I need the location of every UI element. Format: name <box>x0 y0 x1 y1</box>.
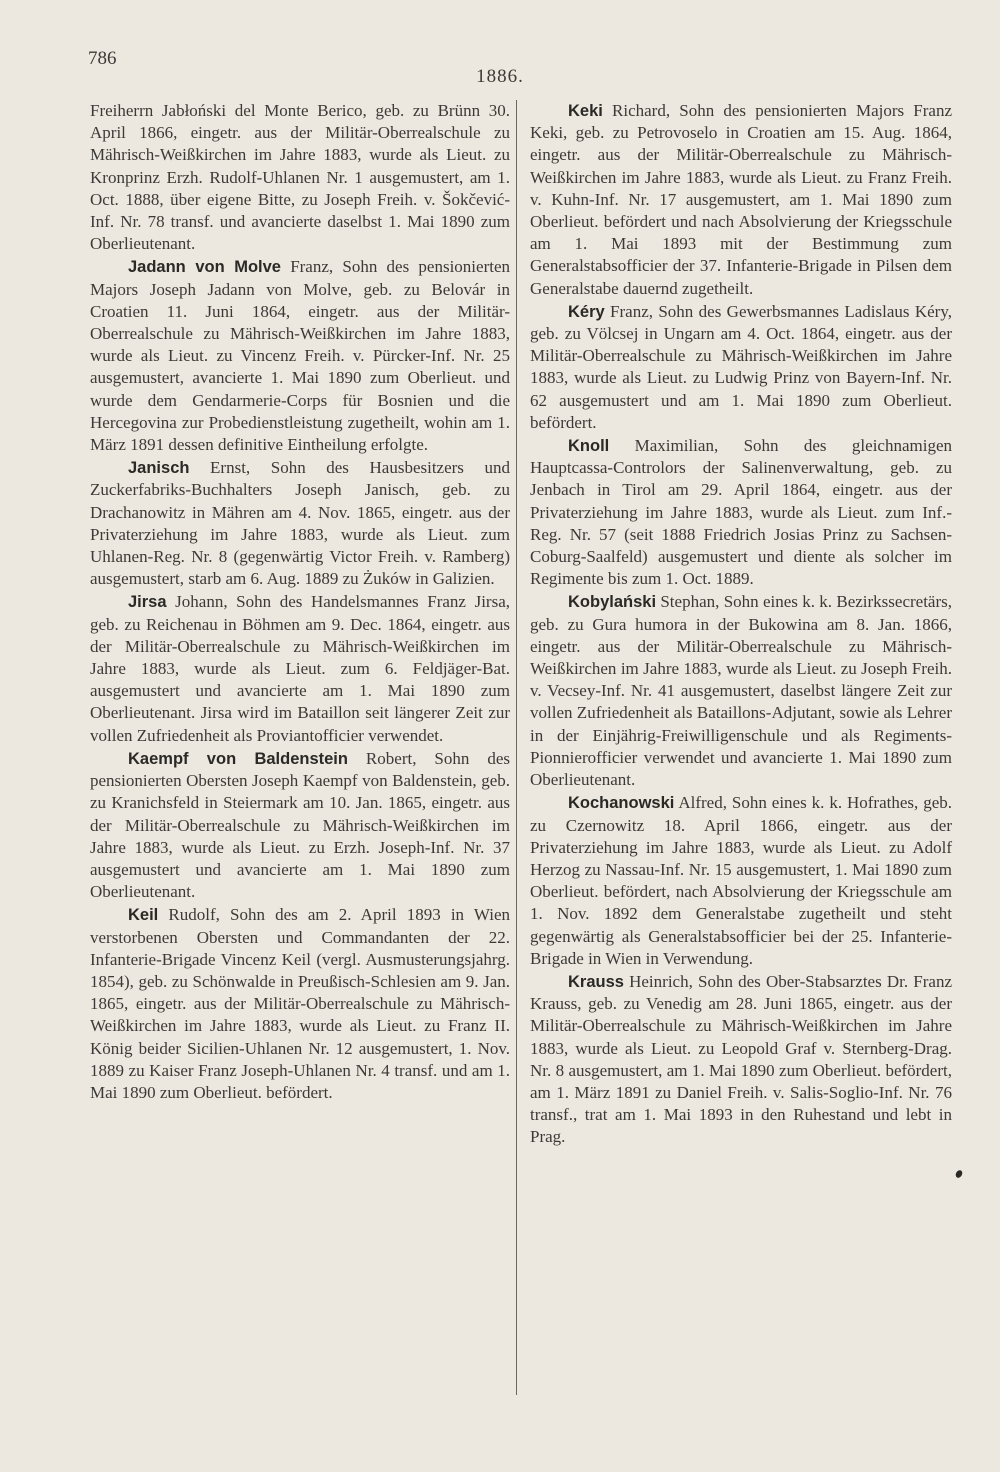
ink-speck <box>954 1169 963 1179</box>
right-column <box>530 100 952 1150</box>
left-column <box>90 100 510 1105</box>
page-year-header: 1886. <box>476 66 524 87</box>
entry-text: Richard, Sohn des pensionierten Majors Franz Keki, geb. zu Petrovoselo in Croatien am 15. Aug. 1864, eingetr. aus der Militär-Oberrealschule zu Mährisch-Weißkirchen im Jahre 1883, wurde als Lieut. zu Franz Freih. v. Kuhn-Inf. Nr. 17 ausgemustert, am 1. Mai 1890 zum Oberlieut. befördert und nach Absolvierung der Kriegsschule am 1. Mai 1893 mit der Bestimmung zum Generalstabsofficier der 37. Infanterie-Brigade in Pilsen dem Generalstabe dauernd zugetheilt. <box>530 101 952 298</box>
entry-text: Heinrich, Sohn des Ober-Stabsarztes Dr. Franz Krauss, geb. zu Venedig am 28. Juni 1865, eingetr. aus der Militär-Oberrealschule zu Mährisch-Weißkirchen im Jahre 1883, wurde als Lieut. zu Leopold Graf v. Sternberg-Drag. Nr. 8 ausgemustert, am 1. Mai 1890 zum Oberlieut. befördert, am 1. März 1891 zu Daniel Freih. v. Salis-Soglio-Inf. Nr. 76 transf., trat am 1. Mai 1893 in den Ruhestand und lebt in Prag. <box>530 971 952 1147</box>
entry-text: Robert, Sohn des pensionierten Obersten Joseph Kaempf von Baldenstein, geb. zu Kranichsfeld in Steiermark am 10. Jan. 1865, eingetr. aus der Militär-Oberrealschule zu Mährisch-Weißkirchen im Jahre 1883, wurde als Lieut. zu Erzh. Joseph-Inf. Nr. 37 ausgemustert und avancierte am 1. Mai 1890 zum Oberlieutenant. <box>90 748 510 902</box>
entry-name: Krauss <box>568 972 624 991</box>
entry-jirsa <box>90 591 510 746</box>
entry-keil <box>90 904 510 1104</box>
entry-name: Kéry <box>568 302 605 321</box>
entry-text: Franz, Sohn des Gewerbsmannes Ladislaus Kéry, geb. zu Völcsej in Ungarn am 4. Oct. 1864, eingetr. aus der Militär-Oberrealschule zu Mährisch-Weißkirchen im Jahre 1883, wurde als Lieut. zu Ludwig Prinz von Bayern-Inf. Nr. 62 ausgemustert und am 1. Mai 1890 zum Oberlieut. befördert. <box>530 301 952 432</box>
entry-kaempf <box>90 748 510 903</box>
entry-keki <box>530 100 952 300</box>
entry-name: Kochanowski <box>568 794 675 813</box>
entry-text: Franz, Sohn des pensionierten Majors Joseph Jadann von Molve, geb. zu Belovár in Croatien 11. Juni 1864, eingetr. aus der Militär-Oberrealschule zu Mährisch-Weißkirchen im Jahre 1883, wurde als Lieut. zu Vincenz Freih. v. Pürcker-Inf. Nr. 25 ausgemustert, avancierte 1. Mai 1890 zum Oberlieut. und wurde dem Gendarmerie-Corps für Bosnien und die Hercegovina zur Probedienstleistung zugetheilt, wohin am 1. März 1891 dessen definitive Eintheilung erfolgte. <box>90 257 510 455</box>
entry-name: Kaempf von Baldenstein <box>128 749 348 768</box>
entry-text: Maximilian, Sohn des gleichnamigen Hauptcassa-Controlors der Salinenverwaltung, geb. zu Jenbach in Tirol am 29. April 1864, eingetr. aus der Privaterziehung im Jahre 1883, wurde als Lieut. zum Inf.-Reg. Nr. 57 (seit 1888 Friedrich Josias Prinz zu Sachsen-Coburg-Saalfeld) ausgemustert und diente als solcher im Regimente bis zum 1. Oct. 1889. <box>530 436 952 589</box>
entry-kochanowski <box>530 792 952 970</box>
entry-name: Keki <box>568 102 603 120</box>
entry-name: Jirsa <box>128 593 167 612</box>
column-divider <box>516 100 517 1395</box>
entry-jadann <box>90 256 510 456</box>
entry-kery <box>530 301 952 434</box>
entry-text: Alfred, Sohn eines k. k. Hofrathes, geb. zu Czernowitz 18. April 1866, eingetr. aus der Privaterziehung im Jahre 1883, wurde als Lieut. zu Adolf Herzog zu Nassau-Inf. Nr. 15 ausgemustert, 1. Mai 1890 zum Oberlieut. befördert, nach Absolvierung der Kriegsschule am 1. Nov. 1892 dem Generalstabe zugetheilt und steht gegenwärtig als Generalstabsofficier bei der 25. Infanterie-Brigade in Wien in Verwendung. <box>530 793 952 968</box>
entry-text: Rudolf, Sohn des am 2. April 1893 in Wien verstorbenen Obersten und Commandanten der 22. Infanterie-Brigade Vincenz Keil (vergl. Ausmusterungsjahrg. 1854), geb. zu Schönwalde in Preußisch-Schlesien am 9. Jan. 1865, eingetr. aus der Militär-Oberrealschule zu Mährisch-Weißkirchen im Jahre 1883, wurde als Lieut. zu Franz II. König beider Sicilien-Uhlanen Nr. 12 ausgemustert, 1. Nov. 1889 zu Kaiser Franz Joseph-Uhlanen Nr. 4 transf. und am 1. Mai 1890 zum Oberlieut. befördert. <box>90 905 510 1102</box>
entry-kobylanski <box>530 591 952 791</box>
page-number: 786 <box>88 48 117 69</box>
entry-name: Knoll <box>568 437 610 456</box>
entry-janisch <box>90 457 510 590</box>
entry-text: Freiherrn Jabłoński del Monte Berico, geb. zu Brünn 30. April 1866, eingetr. aus der Militär-Oberrealschule zu Mährisch-Weißkirchen im Jahre 1883, wurde als Lieut. zu Kronprinz Erzh. Rudolf-Uhlanen Nr. 1 ausgemustert, am 1. Oct. 1888, über eigene Bitte, zu Joseph Freih. v. Šokčević-Inf. Nr. 78 transf. und avancierte daselbst 1. Mai 1890 zum Oberlieutenant. <box>90 101 510 254</box>
entry-text: Ernst, Sohn des Hausbesitzers und Zuckerfabriks-Buchhalters Joseph Janisch, geb. zu Drachanowitz in Mähren am 4. Nov. 1865, eingetr. aus der Privaterziehung im Jahre 1883, wurde als Lieut. zum Uhlanen-Reg. Nr. 8 (gegenwärtig Victor Freih. v. Ramberg) ausgemustert, starb am 6. Aug. 1889 zu Żuków in Galizien. <box>90 458 510 589</box>
entry-continuation <box>90 100 510 255</box>
entry-name: Janisch <box>128 459 190 478</box>
entry-text: Stephan, Sohn eines k. k. Bezirkssecretärs, geb. zu Gura humora in der Bukowina am 8. Jan. 1866, eingetr. aus der Militär-Oberrealschule zu Mährisch-Weißkirchen im Jahre 1883, wurde als Lieut. zu Joseph Freih. v. Vecsey-Inf. Nr. 41 ausgemustert, daselbst längere Zeit zur vollen Zufriedenheit als Bataillons-Adjutant, sowie als Lehrer in der Einjährig-Freiwilligenschule und als Regiments-Pionnierofficier verwendet und avancierte 1. Mai 1890 zum Oberlieutenant. <box>530 592 952 790</box>
entry-knoll <box>530 435 952 590</box>
entry-name: Keil <box>128 906 159 925</box>
entry-krauss <box>530 971 952 1149</box>
entry-text: Johann, Sohn des Handelsmannes Franz Jirsa, geb. zu Reichenau in Böhmen am 9. Dec. 1864, eingetr. aus der Militär-Oberrealschule zu Mährisch-Weißkirchen im Jahre 1883, wurde als Lieut. zum 6. Feldjäger-Bat. ausgemustert und avancierte am 1. Mai 1890 zum Oberlieutenant. Jirsa wird im Bataillon seit längerer Zeit zur vollen Zufriedenheit als Proviantofficier verwendet. <box>90 592 510 745</box>
entry-name: Jadann von Molve <box>128 258 281 277</box>
entry-name: Kobylański <box>568 593 657 612</box>
